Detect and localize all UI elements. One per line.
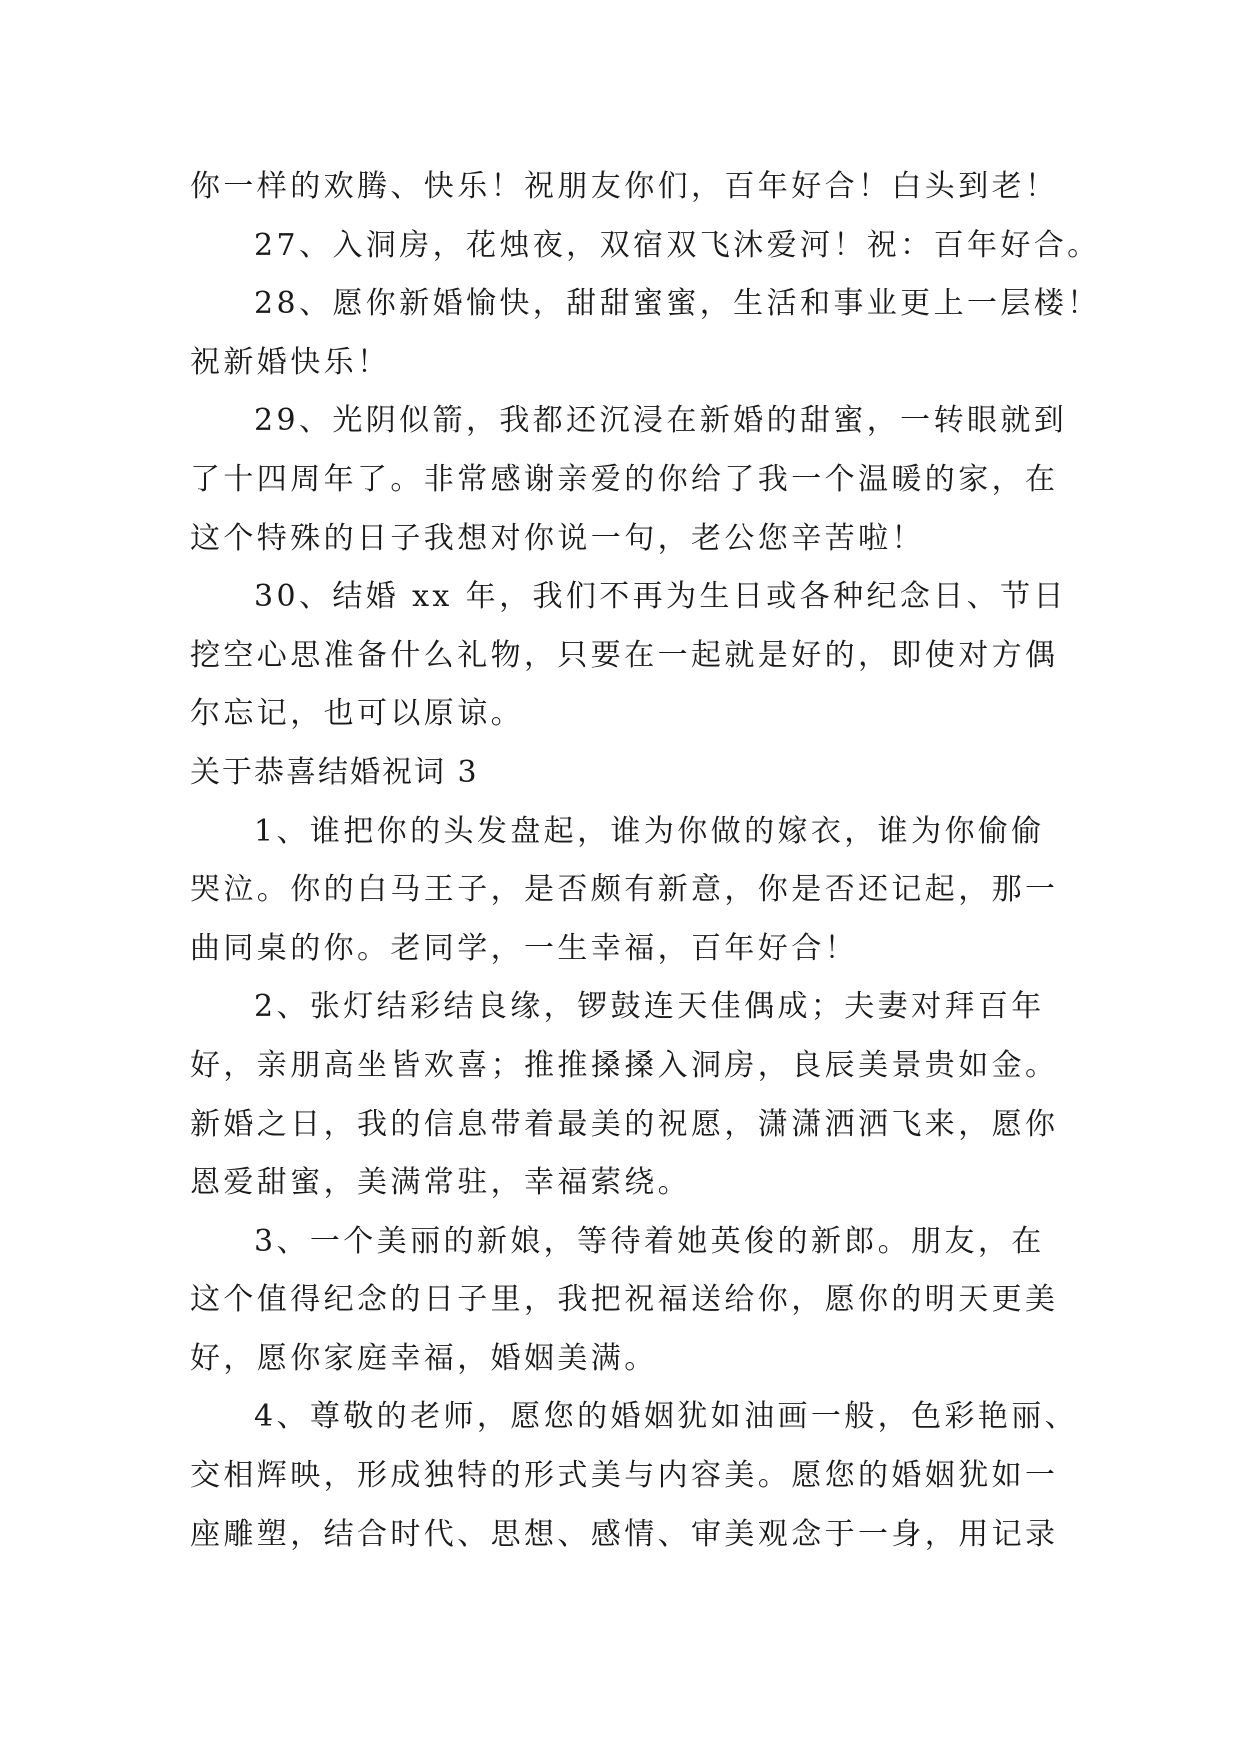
text-line: 这个值得纪念的日子里，我把祝福送给你，愿你的明天更美	[190, 1282, 1059, 1318]
text-line: 曲同桌的你。老同学，一生幸福，百年好合！	[190, 930, 858, 966]
text-line: 4、尊敬的老师，愿您的婚姻犹如油画一般，色彩艳丽、	[254, 1399, 1079, 1435]
text-line: 交相辉映，形成独特的形式美与内容美。愿您的婚姻犹如一	[190, 1458, 1059, 1494]
text-line: 3、一个美丽的新娘，等待着她英俊的新郎。朋友，在	[254, 1223, 1045, 1259]
text-line: 27、入洞房，花烛夜，双宿双飞沐爱河！祝：百年好合。	[254, 227, 1101, 263]
text-line: 了十四周年了。非常感谢亲爱的你给了我一个温暖的家，在	[190, 461, 1059, 497]
text-line: 1、谁把你的头发盘起，谁为你做的嫁衣，谁为你偷偷	[254, 813, 1045, 849]
text-line: 恩爱甜蜜，美满常驻，幸福萦绕。	[190, 1165, 691, 1201]
text-line: 2、张灯结彩结良缘，锣鼓连天佳偶成；夫妻对拜百年	[254, 989, 1045, 1025]
text-line: 座雕塑，结合时代、思想、感情、审美观念于一身，用记录	[190, 1516, 1059, 1552]
text-line: 好，愿你家庭幸福，婚姻美满。	[190, 1340, 658, 1376]
text-line: 好，亲朋高坐皆欢喜；推推搡搡入洞房，良辰美景贵如金。	[190, 1047, 1059, 1083]
text-line: 挖空心思准备什么礼物，只要在一起就是好的，即使对方偶	[190, 637, 1059, 673]
text-line: 新婚之日，我的信息带着最美的祝愿，潇潇洒洒飞来，愿你	[190, 1106, 1059, 1142]
text-line: 你一样的欢腾、快乐！祝朋友你们，百年好合！白头到老！	[190, 169, 1059, 204]
text-line: 28、愿你新婚愉快，甜甜蜜蜜，生活和事业更上一层楼！	[254, 286, 1101, 322]
document-body	[190, 158, 1101, 1564]
text-line: 祝新婚快乐！	[190, 344, 391, 380]
text-line: 30、结婚 xx 年，我们不再为生日或各种纪念日、节日	[254, 579, 1067, 615]
text-line: 29、光阴似箭，我都还沉浸在新婚的甜蜜，一转眼就到	[254, 403, 1068, 439]
text-line: 哭泣。你的白马王子，是否颇有新意，你是否还记起，那一	[190, 872, 1059, 908]
section-heading: 关于恭喜结婚祝词 3	[190, 754, 479, 790]
text-line: 这个特殊的日子我想对你说一句，老公您辛苦啦！	[190, 520, 925, 556]
text-line: 尔忘记，也可以原谅。	[190, 696, 524, 732]
